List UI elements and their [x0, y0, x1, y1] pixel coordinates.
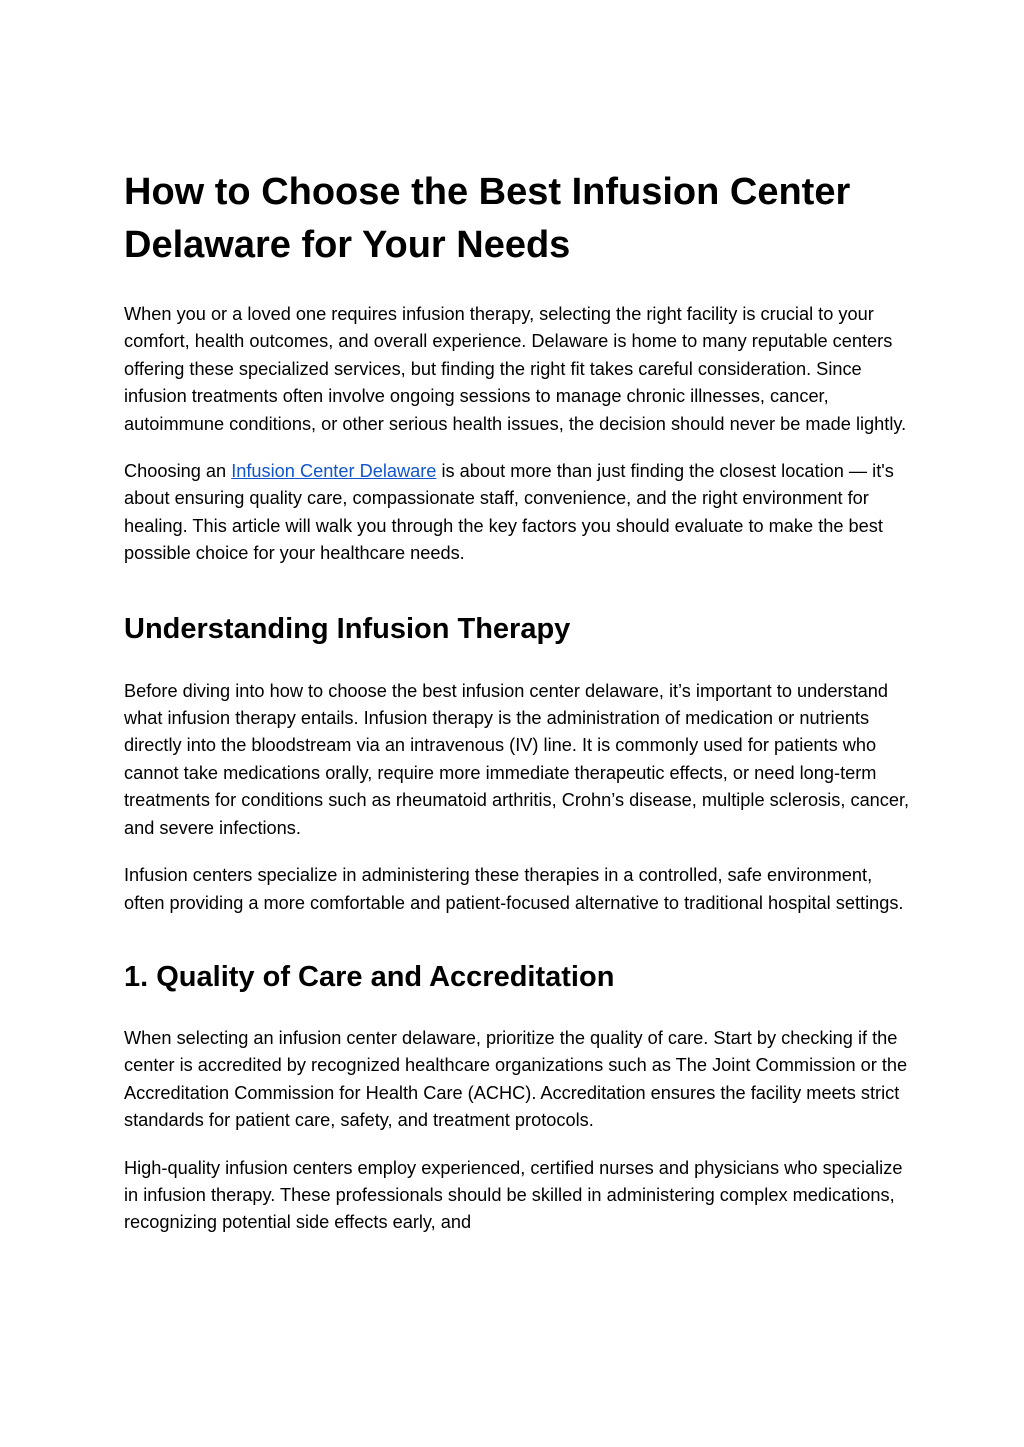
infusion-center-delaware-link[interactable]: Infusion Center Delaware	[231, 461, 437, 482]
quality-paragraph-1: When selecting an infusion center delaware, prioritize the quality of care. Start by checking if the center is accredited by recognized healthcare organizations such as The Joint Commission or the Accreditation Commission for Health Care (ACHC). Accreditation ensures the facility meets strict standards for patient care, safety, and treatment protocols.	[124, 1027, 908, 1131]
document-page	[124, 166, 914, 1237]
intro-paragraph-1: When you or a loved one requires infusion therapy, selecting the right facility is crucial to your comfort, health outcomes, and overall experience. Delaware is home to many reputable centers offering these specialized services, but finding the right fit takes careful consideration. Since infusion treatments often involve ongoing sessions to manage chronic illnesses, cancer, autoimmune conditions, or other serious health issues, the decision should never be made lightly.	[124, 304, 907, 434]
intro-paragraph-2-rest: is about more than just finding the closest location — it's about ensuring quality care, compassionate staff, convenience, and the right environment for healing. This article will walk you through the key factors you should evaluate to make the best possible choice for your healthcare needs.	[124, 461, 894, 564]
quality-paragraph-2: High-quality infusion centers employ experienced, certified nurses and physicians who specialize in infusion therapy. These professionals should be skilled in administering complex medications, recognizing potential side effects early, and	[124, 1157, 903, 1233]
intro-paragraph-2-lead: Choosing an	[124, 461, 232, 482]
section-heading-understanding: Understanding Infusion Therapy	[124, 612, 571, 645]
intro-paragraph-2	[124, 458, 914, 568]
understanding-paragraph-1: Before diving into how to choose the best infusion center delaware, it’s important to understand what infusion therapy entails. Infusion therapy is the administration of medication or nutrients directly into the bloodstream via an intravenous (IV) line. It is commonly used for patients who cannot take medications orally, require more immediate therapeutic effects, or need long-term treatments for conditions such as rheumatoid arthritis, Crohn’s disease, multiple sclerosis, cancer, and severe infections.	[124, 680, 910, 838]
section-heading-quality: 1. Quality of Care and Accreditation	[124, 960, 615, 993]
understanding-paragraph-2: Infusion centers specialize in administering these therapies in a controlled, safe environment, often providing a more comfortable and patient-focused alternative to traditional hospital settings.	[124, 865, 904, 913]
article-title: How to Choose the Best Infusion Center Delaware for Your Needs	[124, 171, 851, 266]
